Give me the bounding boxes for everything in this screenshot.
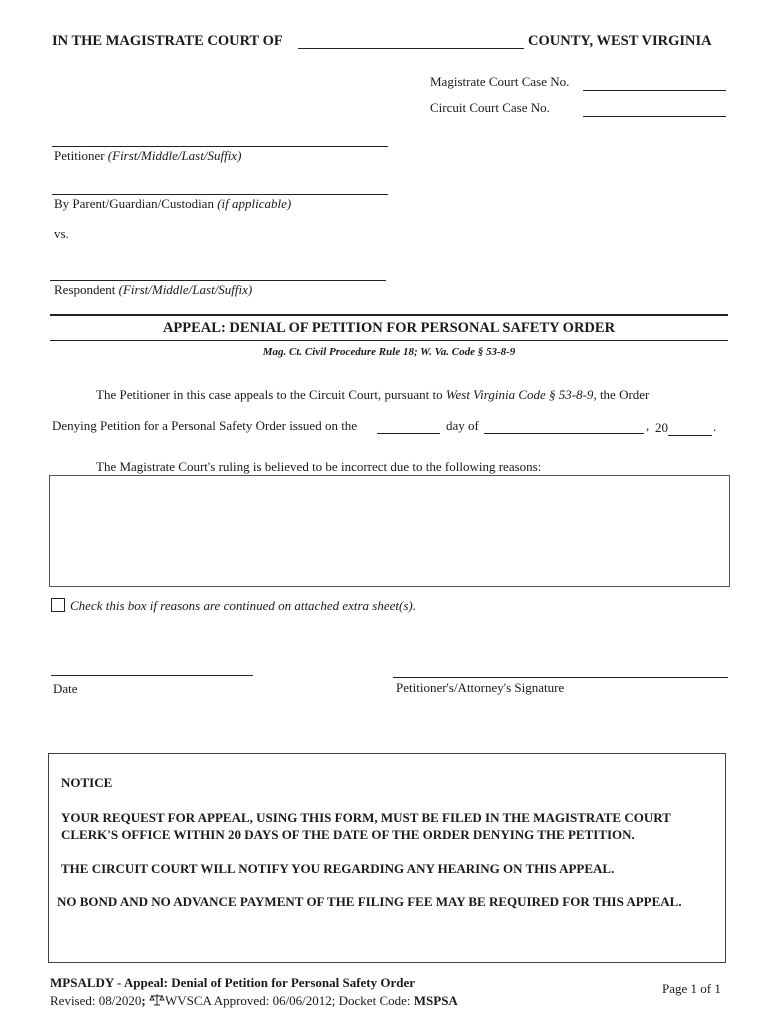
year-input[interactable] xyxy=(668,419,712,436)
footer-semicolon: ; xyxy=(141,993,146,1008)
guardian-hint: (if applicable) xyxy=(217,196,292,211)
title-rule-bottom xyxy=(50,340,728,341)
footer-docket-code: MSPSA xyxy=(413,993,458,1008)
reasons-textarea[interactable] xyxy=(49,475,730,587)
extra-sheets-label: Check this box if reasons are continued on attached extra sheet(s). xyxy=(70,598,416,613)
signature-line[interactable] xyxy=(393,677,728,678)
reasons-intro: The Magistrate Court's ruling is believed to be incorrect due to the following reasons: xyxy=(96,459,542,474)
date-label: Date xyxy=(53,681,78,696)
form-title: APPEAL: DENIAL OF PETITION FOR PERSONAL SAFETY ORDER xyxy=(162,320,616,336)
footer-approved: WVSCA Approved: 06/06/2012; Docket Code: xyxy=(164,993,411,1008)
magistrate-case-label: Magistrate Court Case No. xyxy=(430,74,570,89)
county-input[interactable] xyxy=(298,32,524,49)
respondent-input[interactable] xyxy=(50,264,386,281)
court-prefix: IN THE MAGISTRATE COURT OF xyxy=(52,33,283,49)
body-line-1-prefix: The Petitioner in this case appeals to the Circuit Court, pursuant to xyxy=(96,387,443,402)
footer-revision xyxy=(50,993,458,1009)
guardian-label xyxy=(54,196,291,212)
form-subtitle: Mag. Ct. Civil Procedure Rule 18; W. Va. Code § 53-8-9 xyxy=(262,346,516,358)
day-of-text: day of xyxy=(446,418,479,433)
page-number: Page 1 of 1 xyxy=(662,981,721,996)
signature-label: Petitioner's/Attorney's Signature xyxy=(396,680,565,695)
footer-revised: Revised: 08/2020 xyxy=(50,993,142,1008)
respondent-label xyxy=(54,282,252,298)
extra-sheets-checkbox[interactable] xyxy=(51,598,65,612)
date-line[interactable] xyxy=(51,675,253,676)
notice-paragraph-3: NO BOND AND NO ADVANCE PAYMENT OF THE FILING FEE MAY BE REQUIRED FOR THIS APPEAL. xyxy=(57,894,682,909)
petitioner-label-text: Petitioner xyxy=(54,148,105,163)
body-line-2-prefix: Denying Petition for a Personal Safety Order issued on the xyxy=(52,418,358,433)
county-suffix: COUNTY, WEST VIRGINIA xyxy=(528,33,712,49)
day-input[interactable] xyxy=(377,417,440,434)
comma-text: , xyxy=(646,418,650,433)
versus-text: vs. xyxy=(54,226,69,241)
year-prefix: 20 xyxy=(655,420,668,435)
notice-box xyxy=(48,753,726,963)
circuit-case-label: Circuit Court Case No. xyxy=(430,100,550,115)
petitioner-input[interactable] xyxy=(52,130,388,147)
scales-icon xyxy=(149,993,165,1006)
footer-form-title: MPSALDY - Appeal: Denial of Petition for Personal Safety Order xyxy=(50,975,416,990)
guardian-label-text: By Parent/Guardian/Custodian xyxy=(54,196,214,211)
circuit-case-input[interactable] xyxy=(583,100,726,117)
title-rule-top xyxy=(50,314,728,316)
petitioner-hint: (First/Middle/Last/Suffix) xyxy=(107,148,242,163)
body-line-1 xyxy=(96,387,649,403)
respondent-hint: (First/Middle/Last/Suffix) xyxy=(118,282,253,297)
wv-code-reference: West Virginia Code § 53-8-9 xyxy=(445,387,594,402)
guardian-input[interactable] xyxy=(52,178,388,195)
month-input[interactable] xyxy=(484,417,644,434)
respondent-label-text: Respondent xyxy=(54,282,116,297)
notice-title: NOTICE xyxy=(61,775,113,790)
period-text: . xyxy=(713,419,717,434)
petitioner-label xyxy=(54,148,241,164)
notice-paragraph-2: THE CIRCUIT COURT WILL NOTIFY YOU REGARDING ANY HEARING ON THIS APPEAL. xyxy=(61,861,615,876)
body-line-1-suffix: , the Order xyxy=(593,387,650,402)
magistrate-case-input[interactable] xyxy=(583,74,726,91)
notice-paragraph-1: YOUR REQUEST FOR APPEAL, USING THIS FORM, MUST BE FILED IN THE MAGISTRATE COURT CLERK'S OFFICE WITHIN 20 DAYS OF THE DATE OF THE ORDER DENYING THE PETITION. xyxy=(61,810,671,842)
